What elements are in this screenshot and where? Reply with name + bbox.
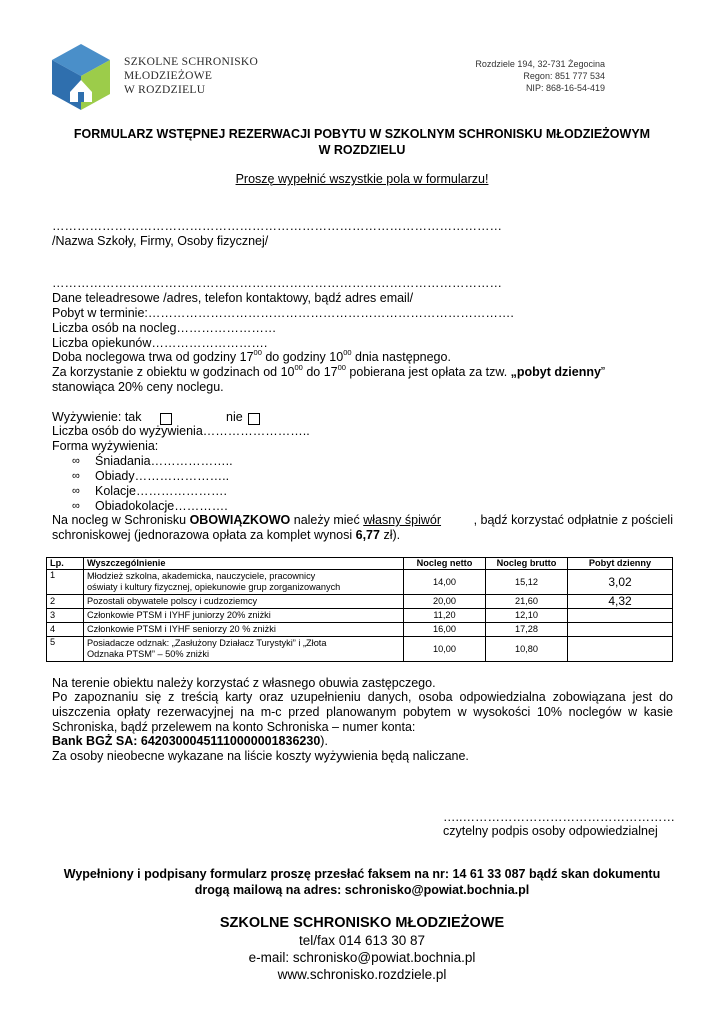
meal-option-label: Śniadania………………..: [95, 454, 233, 468]
day-stay-text-2: stanowiąca 20% ceny noclegu.: [52, 380, 224, 394]
cell-netto: 11,20: [404, 609, 486, 623]
desc-line: Młodzież szkolna, akademicka, nauczyciele, pracownicy: [87, 571, 316, 581]
day-text: pobierana jest opłata za tzw.: [345, 365, 511, 379]
meal-options-list: [52, 454, 352, 514]
subtitle-text: Proszę wypełnić wszystkie pola w formularzu!: [235, 172, 489, 186]
table-row: [47, 609, 673, 623]
shoes-note: Na terenie obiektu należy korzystać z własnego obuwia zastępczego.: [52, 676, 436, 690]
meal-persons-field[interactable]: Liczba osób do wyżywienia……………………..: [52, 424, 310, 438]
infinity-bullet-icon: ∞: [72, 455, 80, 467]
cell-brutto: 17,28: [486, 623, 568, 637]
infinity-bullet-icon: ∞: [72, 485, 80, 497]
nip-line: NIP: 868-16-54-419: [525, 83, 605, 93]
meal-form-label: Forma wyżywienia:: [52, 439, 159, 453]
footer: [0, 914, 724, 983]
bank-account-number: Bank BGŻ SA: 64203000451110000001836230: [52, 734, 321, 748]
logo: [50, 42, 112, 112]
meal-option-label: Obiady…………………..: [95, 469, 230, 483]
cell-desc: Członkowie PTSM i IYHF juniorzy 20% zniżki: [84, 609, 404, 623]
night-text: do godziny 10: [261, 350, 344, 364]
day-text: do 17: [302, 365, 338, 379]
subtitle: [0, 172, 724, 187]
col-netto: Nocleg netto: [404, 558, 486, 570]
send-instructions: [20, 866, 704, 898]
infinity-bullet-icon: ∞: [72, 500, 80, 512]
address-line: Rozdziele 194, 32-731 Żegocina: [475, 59, 605, 69]
meal-option-label: Kolacje………………….: [95, 484, 227, 498]
bedding-part: zł).: [379, 528, 401, 542]
footer-name: SZKOLNE SCHRONISKO MŁODZIEŻOWE: [219, 915, 505, 931]
guardians-count-field[interactable]: Liczba opiekunów……………………….: [52, 336, 268, 350]
name-field-label: /Nazwa Szkoły, Firmy, Osoby fizycznej/: [52, 234, 269, 248]
send-line: drogą mailową na adres: schronisko@powiat.bochnia.pl: [194, 883, 530, 897]
absent-note: Za osoby nieobecne wykazane na liście koszty wyżywienia będą naliczane.: [52, 749, 469, 763]
contact-field-dots[interactable]: ………………………………………………………………………………………………: [52, 276, 502, 290]
night-hours-text: [52, 350, 451, 365]
payment-line: Schroniska, bądź przelewem na konto Schroniska – numer konta:: [52, 720, 416, 734]
send-line: Wypełniony i podpisany formularz proszę przesłać faksem na nr: 14 61 33 087 bądź skan dokumentu: [63, 867, 661, 881]
footer-website[interactable]: www.schronisko.rozdziele.pl: [277, 967, 447, 982]
night-text: Doba noclegowa trwa od godziny 17: [52, 350, 254, 364]
day-sup: 00: [337, 363, 346, 372]
cell-netto: 10,00: [404, 637, 486, 662]
cell-dzienny: 3,02: [568, 570, 673, 595]
cell-lp: 2: [47, 595, 84, 609]
day-stay-text: [52, 365, 605, 380]
day-sup: 00: [294, 363, 303, 372]
col-brutto: Nocleg brutto: [486, 558, 568, 570]
infinity-bullet-icon: ∞: [72, 470, 80, 482]
signature-field[interactable]: …..……………………………………………: [443, 810, 675, 824]
col-desc: Wyszczególnienie: [84, 558, 404, 570]
cell-brutto: 15,12: [486, 570, 568, 595]
cell-lp: 5: [47, 637, 84, 662]
cell-desc: Członkowie PTSM i IYHF seniorzy 20 % zniżki: [84, 623, 404, 637]
title-line: W ROZDZIELU: [318, 143, 406, 157]
bedding-bold: 6,77: [355, 528, 380, 542]
cell-dzienny: [568, 609, 673, 623]
address-block: [475, 58, 605, 94]
cell-lp: 3: [47, 609, 84, 623]
cell-brutto: 10,80: [486, 637, 568, 662]
bedding-part: , bądź korzystać odpłatnie z pościeli: [473, 513, 673, 527]
night-sup: 00: [343, 348, 352, 357]
bedding-text: [52, 513, 673, 528]
logo-line: MŁODZIEŻOWE: [124, 70, 213, 82]
desc-line: oświaty i kultury fizycznej, opiekunowie grup zorganizowanych: [87, 582, 341, 592]
cell-desc: [84, 637, 404, 662]
table-row: [47, 595, 673, 609]
day-text: Za korzystanie z obiektu w godzinach od 10: [52, 365, 295, 379]
price-table: [46, 557, 673, 662]
cell-brutto: 12,10: [486, 609, 568, 623]
table-header-row: [47, 558, 673, 570]
day-text: ”: [600, 365, 606, 379]
desc-line: Odznaka PTSM” – 50% zniżki: [87, 649, 210, 659]
desc-line: Posiadacze odznak: „Zasłużony Działacz Turystyki” i „Złota: [87, 638, 327, 648]
bank-end: ).: [320, 734, 328, 748]
bedding-underline: własny śpiwór: [363, 513, 442, 527]
cell-netto: 16,00: [404, 623, 486, 637]
logo-line: W ROZDZIELU: [124, 84, 206, 96]
meal-option-label: Obiadokolacje………….: [95, 499, 228, 513]
payment-line: uiszczenia opłaty rezerwacyjnej na m-c przed planowanym pobytem w wysokości 10% noclegów w kasie: [52, 705, 673, 719]
bedding-text-2: [52, 528, 400, 543]
bedding-part: należy mieć: [290, 513, 364, 527]
footer-phone: tel/fax 014 613 30 87: [298, 933, 426, 948]
night-text: dnia następnego.: [351, 350, 451, 364]
bank-account: [52, 734, 328, 749]
name-field-dots[interactable]: ………………………………………………………………………………………………: [52, 219, 502, 233]
title-line: FORMULARZ WSTĘPNEJ REZERWACJI POBYTU W SZKOLNYM SCHRONISKU MŁODZIEŻOWYM: [73, 127, 651, 141]
contact-field-label: Dane teleadresowe /adres, telefon kontaktowy, bądź adres email/: [52, 291, 414, 305]
meals-no-label: nie: [226, 410, 243, 424]
cell-desc: [84, 570, 404, 595]
stay-dates-field[interactable]: Pobyt w terminie:…………………………………………………………………………….: [52, 306, 514, 320]
logo-line: SZKOLNE SCHRONISKO: [124, 56, 259, 68]
cell-lp: 4: [47, 623, 84, 637]
cell-netto: 20,00: [404, 595, 486, 609]
col-dzienny: Pobyt dzienny: [568, 558, 673, 570]
persons-count-field[interactable]: Liczba osób na nocleg……………………: [52, 321, 277, 335]
cell-lp: 1: [47, 570, 84, 595]
meals-yes-label: Wyżywienie: tak: [52, 410, 142, 424]
cell-dzienny: [568, 623, 673, 637]
signature-label: czytelny podpis osoby odpowiedzialnej: [443, 824, 658, 838]
payment-line: Po zapoznaniu się z treścią karty oraz uzupełnieniu danych, osoba odpowiedzialna zobowiązana jest do: [52, 690, 673, 704]
cell-dzienny: 4,32: [568, 595, 673, 609]
bedding-bold: OBOWIĄZKOWO: [189, 513, 291, 527]
col-lp: Lp.: [47, 558, 84, 570]
bedding-part: Na nocleg w Schronisku: [52, 513, 190, 527]
day-bold: „pobyt dzienny: [510, 365, 601, 379]
night-sup: 00: [253, 348, 262, 357]
cell-brutto: 21,60: [486, 595, 568, 609]
cell-desc: Pozostali obywatele polscy i cudzoziemcy: [84, 595, 404, 609]
table-row: [47, 623, 673, 637]
bedding-part: schroniskowej (jednorazowa opłata za komplet wynosi: [52, 528, 356, 542]
table-row: [47, 570, 673, 595]
page-title: [40, 126, 684, 158]
logo-text: [124, 55, 258, 97]
cell-netto: 14,00: [404, 570, 486, 595]
table-row: [47, 637, 673, 662]
regon-line: Regon: 851 777 534: [523, 71, 605, 81]
cell-dzienny: [568, 637, 673, 662]
footer-email[interactable]: e-mail: schronisko@powiat.bochnia.pl: [248, 950, 476, 965]
